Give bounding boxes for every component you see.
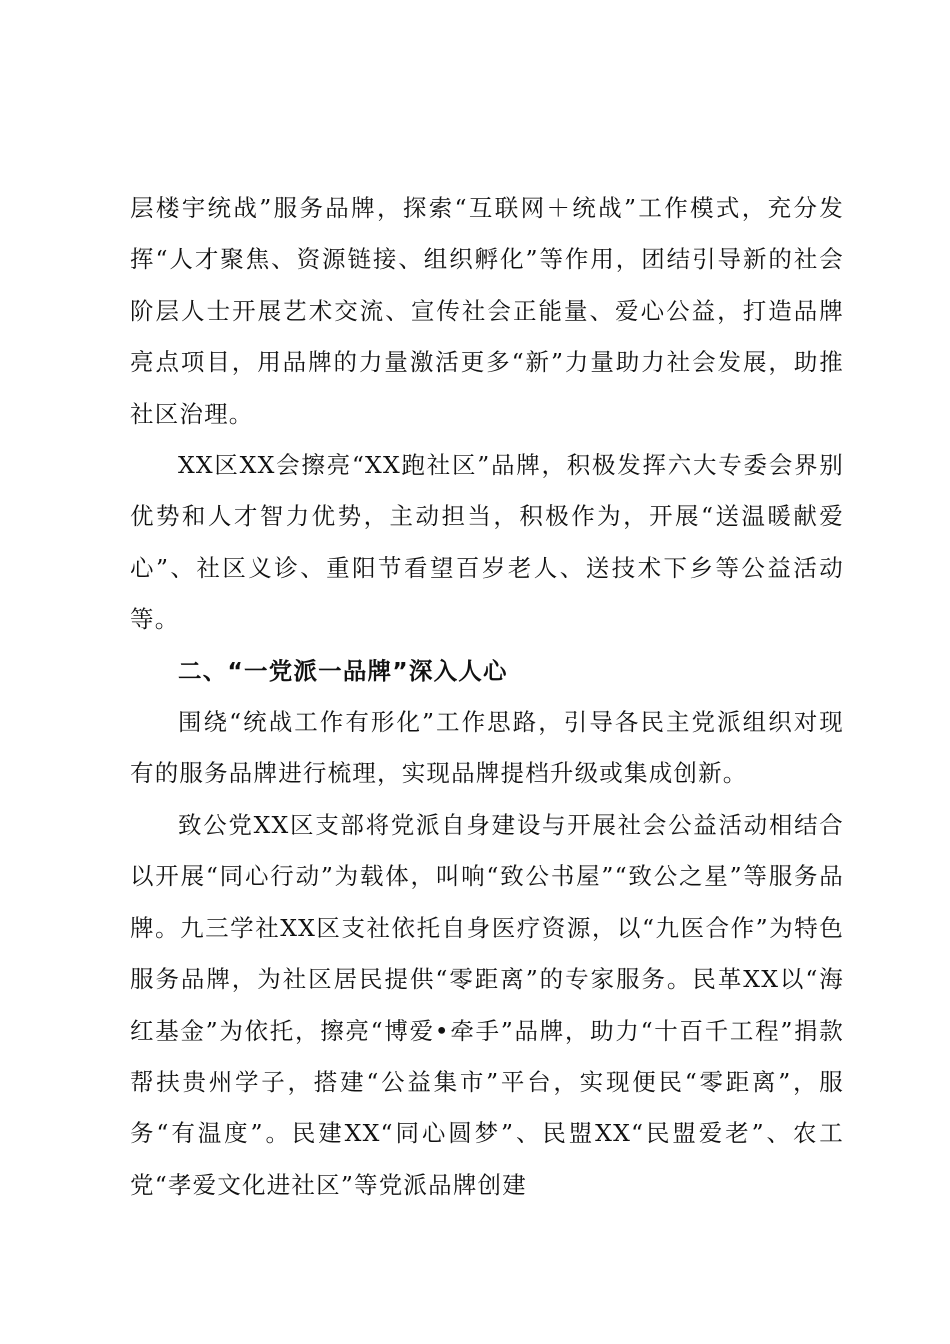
paragraph-xx-district: XX区XX会擦亮“XX跑社区”品牌，积极发挥六大专委会界别优势和人才智力优势，主动担当，积极作为，开展“送温暖献爱心”、社区义诊、重阳节看望百岁老人、送技术下乡等公益活动等。 bbox=[130, 451, 844, 634]
paragraph-continuation: 层楼宇统战”服务品牌，探索“互联网＋统战”工作模式，充分发挥“人才聚焦、资源链接、组织孵化”等作用，团结引导新的社会阶层人士开展艺术交流、宣传社会正能量、爱心公益，打造品牌亮点项目，用品牌的力量激活更多“新”力量助力社会发展，助推社区治理。 bbox=[130, 194, 844, 428]
paragraph-party-brands-detail: 致公党XX区支部将党派自身建设与开展社会公益活动相结合以开展“同心行动”为载体，叫响“致公书屋”“致公之星”等服务品牌。九三学社XX区支社依托自身医疗资源，以“九医合作”为特色服务品牌，为社区居民提供“零距离”的专家服务。民革XX以“海红基金”为依托，擦亮“博爱•牵手”品牌，助力“十百千工程”捐款帮扶贵州学子，搭建“公益集市”平台，实现便民“零距离”，服务“有温度”。民建XX“同心圆梦”、民盟XX“民盟爱老”、农工党“孝爱文化进社区”等党派品牌创建 bbox=[130, 810, 844, 1199]
section-heading: 二、“一党派一品牌”深入人心 bbox=[178, 656, 508, 685]
document-body bbox=[130, 183, 844, 1211]
paragraph-party-brands-intro: 围绕“统战工作有形化”工作思路，引导各民主党派组织对现有的服务品牌进行梳理，实现品牌提档升级或集成创新。 bbox=[130, 708, 844, 788]
